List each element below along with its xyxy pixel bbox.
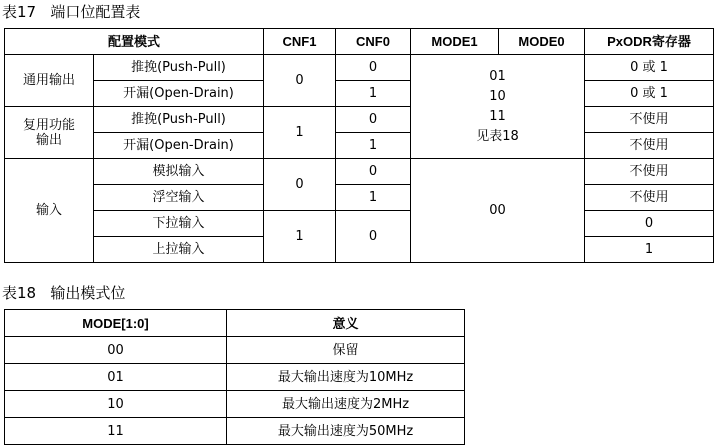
sub-mode-cell: 模拟输入: [94, 159, 264, 185]
table-row: [5, 159, 714, 185]
port-config-table: [4, 28, 714, 263]
mode-bits-cell: 01: [5, 364, 227, 391]
header-cnf1: CNF1: [264, 29, 336, 55]
mode-bits-cell: 11: [5, 418, 227, 445]
table-row: [5, 81, 714, 107]
cnf0-cell: 1: [336, 185, 411, 211]
cnf1-cell: 0: [264, 55, 336, 107]
mode-bits-cell: 10: [5, 391, 227, 418]
header-pxodr: PxODR寄存器: [585, 29, 714, 55]
table-header-row: [5, 310, 465, 337]
header-mode-bits: MODE[1:0]: [5, 310, 227, 337]
sub-mode-cell: 开漏(Open-Drain): [94, 81, 264, 107]
cnf0-cell: 0: [336, 55, 411, 81]
group-label-line: 输出: [35, 132, 62, 148]
table-row: [5, 364, 465, 391]
table-row: [5, 211, 714, 237]
table-row: [5, 107, 714, 133]
cnf0-cell: 0: [336, 159, 411, 185]
meaning-cell: 保留: [227, 337, 465, 364]
group-alt-output: [5, 107, 94, 159]
table-row: [5, 391, 465, 418]
table18-caption: 表18 输出模式位: [2, 284, 126, 302]
odr-cell: 不使用: [585, 133, 714, 159]
group-input: 输入: [5, 159, 94, 263]
odr-cell: 0 或 1: [585, 81, 714, 107]
odr-cell: 0 或 1: [585, 55, 714, 81]
odr-cell: 0: [585, 211, 714, 237]
mode-value: 11: [489, 108, 506, 124]
cnf0-cell: 0: [336, 107, 411, 133]
odr-cell: 1: [585, 237, 714, 263]
header-mode1: MODE1: [411, 29, 499, 55]
output-mode-table: [4, 309, 465, 445]
mode-value: 10: [489, 88, 506, 104]
sub-mode-cell: 上拉输入: [94, 237, 264, 263]
cnf0-cell: 0: [336, 211, 411, 263]
table-header-row: [5, 29, 714, 55]
mode-input-cell: 00: [411, 159, 585, 263]
cnf0-cell: 1: [336, 81, 411, 107]
header-config-mode: 配置模式: [5, 29, 264, 55]
cnf1-cell: 0: [264, 159, 336, 211]
meaning-cell: 最大输出速度为50MHz: [227, 418, 465, 445]
cnf1-cell: 1: [264, 107, 336, 159]
table17-caption: 表17 端口位配置表: [2, 3, 141, 21]
table-row: [5, 418, 465, 445]
mode-see-table18: 见表18: [476, 128, 519, 144]
cnf1-cell: 1: [264, 211, 336, 263]
table-row: [5, 133, 714, 159]
mode-output-cell: [411, 55, 585, 159]
table-row: [5, 185, 714, 211]
group-label-line: 复用功能: [22, 117, 75, 133]
mode-value: 01: [489, 68, 506, 84]
odr-cell: 不使用: [585, 159, 714, 185]
mode-bits-cell: 00: [5, 337, 227, 364]
table-row: [5, 55, 714, 81]
header-meaning: 意义: [227, 310, 465, 337]
meaning-cell: 最大输出速度为2MHz: [227, 391, 465, 418]
odr-cell: 不使用: [585, 107, 714, 133]
table-row: [5, 337, 465, 364]
sub-mode-cell: 开漏(Open-Drain): [94, 133, 264, 159]
meaning-cell: 最大输出速度为10MHz: [227, 364, 465, 391]
sub-mode-cell: 推挽(Push-Pull): [94, 55, 264, 81]
header-cnf0: CNF0: [336, 29, 411, 55]
odr-cell: 不使用: [585, 185, 714, 211]
cnf0-cell: 1: [336, 133, 411, 159]
sub-mode-cell: 推挽(Push-Pull): [94, 107, 264, 133]
group-general-output: 通用输出: [5, 55, 94, 107]
sub-mode-cell: 浮空输入: [94, 185, 264, 211]
header-mode0: MODE0: [499, 29, 585, 55]
sub-mode-cell: 下拉输入: [94, 211, 264, 237]
